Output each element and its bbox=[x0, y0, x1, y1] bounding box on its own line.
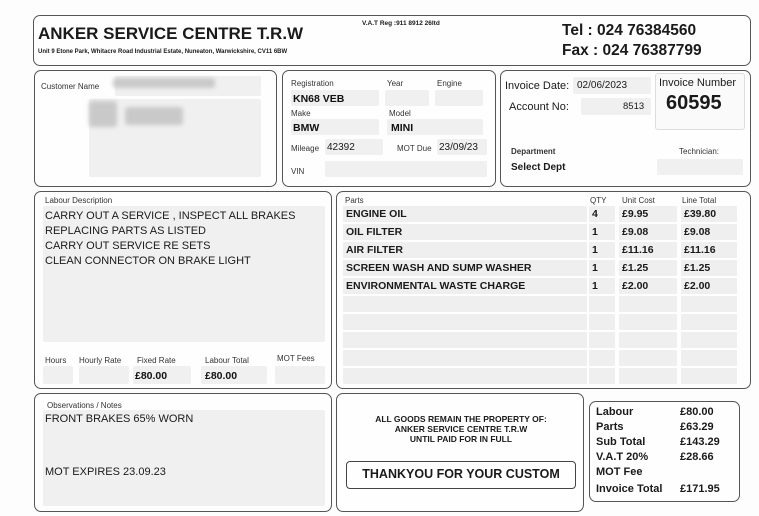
part-line-total: £1.25 bbox=[684, 262, 711, 274]
parts-label: Parts bbox=[345, 196, 364, 205]
mot-fees-field[interactable] bbox=[275, 366, 325, 384]
mileage-label: Mileage bbox=[291, 144, 320, 153]
totals-vat-value: £28.66 bbox=[680, 451, 714, 463]
part-qty-field[interactable] bbox=[589, 368, 615, 384]
labour-line: CARRY OUT SERVICE RE SETS bbox=[45, 240, 211, 252]
part-description: AIR FILTER bbox=[346, 244, 403, 256]
notice-panel bbox=[336, 393, 584, 512]
thanks-text: THANKYOU FOR YOUR CUSTOM bbox=[362, 467, 560, 481]
observation-note-1: FRONT BRAKES 65% WORN bbox=[45, 413, 194, 425]
account-label: Account No: bbox=[509, 101, 569, 113]
totals-subtotal-value: £143.29 bbox=[680, 436, 720, 448]
totals-mot-label: MOT Fee bbox=[596, 466, 643, 478]
part-unit-cost: £9.08 bbox=[622, 226, 649, 238]
redacted-address-2 bbox=[125, 107, 183, 125]
invoice-info-panel bbox=[500, 70, 751, 187]
account-value: 8513 bbox=[623, 101, 645, 112]
part-description-field[interactable] bbox=[343, 368, 587, 384]
part-line-total: £9.08 bbox=[684, 226, 711, 238]
totals-labour-value: £80.00 bbox=[680, 406, 714, 418]
part-unit-cost-field[interactable] bbox=[619, 350, 677, 366]
part-line-total-field[interactable] bbox=[681, 368, 737, 384]
invoice-date-value: 02/06/2023 bbox=[577, 80, 628, 91]
fixed-rate-value: £80.00 bbox=[135, 370, 168, 382]
totals-vat-label: V.A.T 20% bbox=[596, 451, 649, 463]
part-line-total-field[interactable] bbox=[681, 350, 737, 366]
part-line-total: £39.80 bbox=[684, 208, 717, 220]
department-select[interactable]: Select Dept bbox=[511, 162, 566, 173]
vehicle-panel bbox=[282, 70, 496, 187]
registration-value: KN68 VEB bbox=[293, 93, 345, 105]
labour-total-label: Labour Total bbox=[205, 356, 249, 365]
part-description-field[interactable] bbox=[343, 350, 587, 366]
part-line-total-field[interactable] bbox=[681, 296, 737, 312]
hours-label: Hours bbox=[45, 356, 67, 365]
totals-subtotal-label: Sub Total bbox=[596, 436, 646, 448]
line-total-label: Line Total bbox=[682, 196, 717, 205]
labour-line: REPLACING PARTS AS LISTED bbox=[45, 225, 206, 237]
customer-panel bbox=[34, 70, 277, 187]
part-qty: 1 bbox=[592, 280, 598, 292]
part-qty-field[interactable] bbox=[589, 314, 615, 330]
header-panel bbox=[33, 15, 751, 66]
year-label: Year bbox=[387, 79, 404, 88]
company-name: ANKER SERVICE CENTRE T.R.W bbox=[38, 24, 304, 43]
labour-line: CARRY OUT A SERVICE , INSPECT ALL BRAKES bbox=[45, 210, 296, 222]
invoice-date-label: Invoice Date: bbox=[505, 80, 570, 92]
part-line-total: £11.16 bbox=[684, 244, 716, 256]
totals-invoice-total-value: £171.95 bbox=[680, 483, 720, 495]
technician-label: Technician: bbox=[679, 147, 720, 156]
totals-labour-label: Labour bbox=[596, 406, 634, 418]
qty-label: QTY bbox=[590, 196, 607, 205]
part-line-total-field[interactable] bbox=[681, 314, 737, 330]
totals-parts-label: Parts bbox=[596, 421, 624, 433]
mileage-value: 42392 bbox=[327, 142, 355, 153]
model-value: MINI bbox=[391, 122, 414, 134]
labour-description-text bbox=[45, 209, 295, 269]
vin-label: VIN bbox=[291, 167, 305, 176]
vat-reg: V.A.T Reg :911 8912 26ltd bbox=[362, 20, 440, 27]
part-unit-cost: £11.16 bbox=[622, 244, 654, 256]
part-description: SCREEN WASH AND SUMP WASHER bbox=[346, 262, 532, 274]
engine-field[interactable] bbox=[435, 90, 483, 106]
part-line-total: £2.00 bbox=[684, 280, 711, 292]
model-label: Model bbox=[389, 109, 411, 118]
part-line-total-field[interactable] bbox=[681, 332, 737, 348]
part-unit-cost-field[interactable] bbox=[619, 368, 677, 384]
part-description-field[interactable] bbox=[343, 332, 587, 348]
part-qty-field[interactable] bbox=[589, 332, 615, 348]
mot-due-label: MOT Due bbox=[397, 144, 432, 153]
fax: Fax : 024 76387799 bbox=[562, 42, 702, 59]
technician-field[interactable] bbox=[657, 159, 743, 175]
part-qty: 1 bbox=[592, 262, 598, 274]
observations-panel bbox=[34, 393, 332, 512]
year-field[interactable] bbox=[385, 90, 429, 106]
part-qty: 1 bbox=[592, 244, 598, 256]
part-description: ENVIRONMENTAL WASTE CHARGE bbox=[346, 280, 526, 292]
part-qty-field[interactable] bbox=[589, 296, 615, 312]
labour-line: CLEAN CONNECTOR ON BRAKE LIGHT bbox=[45, 255, 251, 267]
registration-label: Registration bbox=[291, 79, 334, 88]
labour-total-value: £80.00 bbox=[205, 370, 238, 382]
part-qty-field[interactable] bbox=[589, 350, 615, 366]
notice-line-3: UNTIL PAID FOR IN FULL bbox=[409, 434, 513, 444]
hours-field[interactable] bbox=[43, 366, 73, 384]
redacted-name bbox=[113, 78, 215, 88]
part-description-field[interactable] bbox=[343, 296, 587, 312]
company-address: Unit 9 Etone Park, Whitacre Road Industrial Estate, Nuneaton, Warwickshire, CV11 6BW bbox=[38, 49, 288, 55]
part-description: ENGINE OIL bbox=[346, 208, 407, 220]
mot-due-value: 23/09/23 bbox=[439, 142, 478, 153]
customer-name-label: Customer Name bbox=[41, 82, 100, 91]
part-description: OIL FILTER bbox=[346, 226, 403, 238]
part-unit-cost: £2.00 bbox=[622, 280, 649, 292]
invoice-number-value: 60595 bbox=[666, 92, 722, 114]
part-unit-cost-field[interactable] bbox=[619, 314, 677, 330]
parts-panel bbox=[336, 191, 751, 389]
mot-fees-label: MOT Fees bbox=[277, 354, 315, 363]
labour-description-label: Labour Description bbox=[45, 196, 113, 205]
labour-panel bbox=[34, 191, 332, 389]
make-label: Make bbox=[291, 109, 311, 118]
unit-cost-label: Unit Cost bbox=[622, 196, 655, 205]
fixed-rate-label: Fixed Rate bbox=[137, 356, 176, 365]
hourly-rate-label: Hourly Rate bbox=[79, 356, 122, 365]
observation-note-2: MOT EXPIRES 23.09.23 bbox=[45, 466, 166, 478]
make-value: BMW bbox=[293, 122, 320, 134]
part-qty: 1 bbox=[592, 226, 598, 238]
telephone: Tel : 024 76384560 bbox=[562, 22, 697, 39]
hourly-rate-field[interactable] bbox=[79, 366, 129, 384]
notice-line-2: ANKER SERVICE CENTRE T.R.W bbox=[394, 424, 528, 434]
notice-line-1: ALL GOODS REMAIN THE PROPERTY OF: bbox=[375, 414, 547, 424]
part-qty: 4 bbox=[592, 208, 598, 220]
engine-label: Engine bbox=[437, 79, 462, 88]
department-label: Department bbox=[511, 147, 556, 156]
part-unit-cost: £1.25 bbox=[622, 262, 649, 274]
totals-panel bbox=[589, 401, 740, 502]
totals-invoice-total-label: Invoice Total bbox=[596, 483, 663, 495]
part-unit-cost: £9.95 bbox=[622, 208, 649, 220]
vin-field[interactable] bbox=[325, 161, 487, 177]
redacted-address-1 bbox=[89, 101, 117, 127]
part-description-field[interactable] bbox=[343, 314, 587, 330]
observations-label: Observations / Notes bbox=[47, 401, 122, 410]
invoice-number-label: Invoice Number bbox=[659, 77, 737, 89]
part-unit-cost-field[interactable] bbox=[619, 296, 677, 312]
part-unit-cost-field[interactable] bbox=[619, 332, 677, 348]
totals-parts-value: £63.29 bbox=[680, 421, 714, 433]
